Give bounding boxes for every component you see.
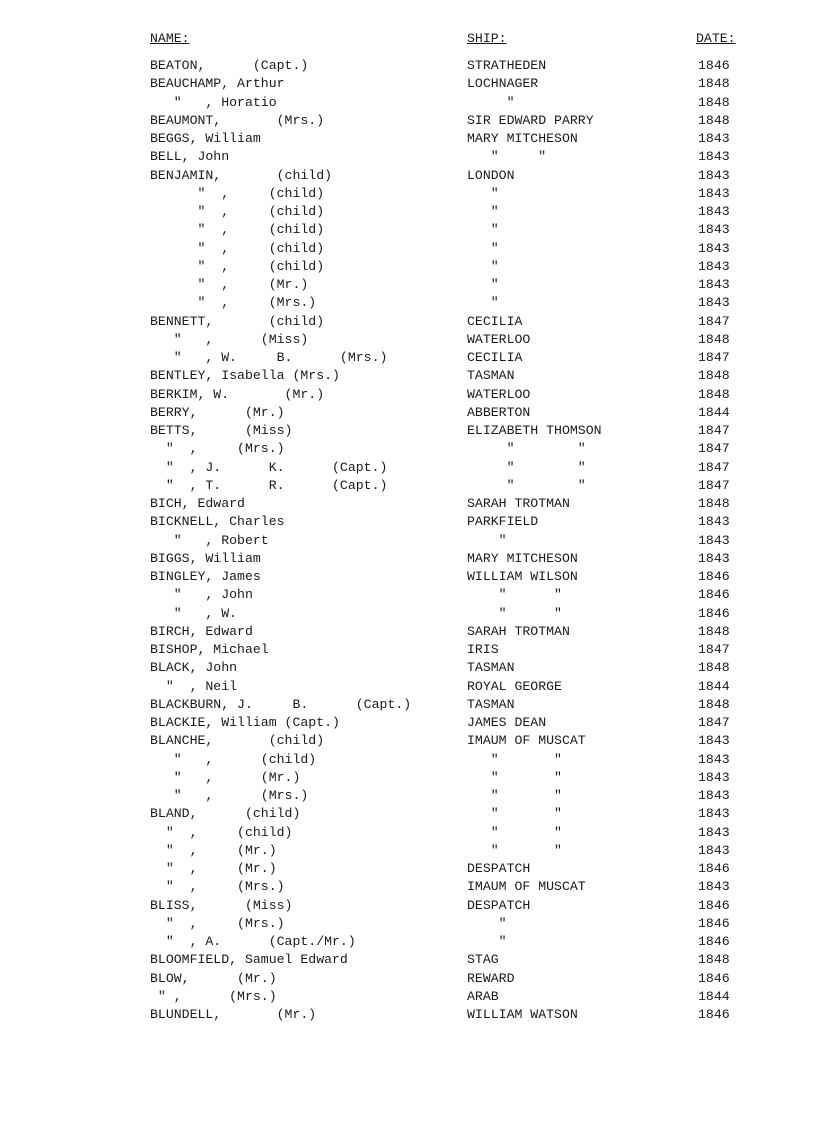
passenger-name: " , (Mr.) [150, 861, 277, 876]
passenger-row [0, 970, 816, 988]
arrival-date: 1846 [698, 605, 730, 621]
passenger-name: BLACK, John [150, 660, 238, 676]
arrival-date: 1848 [698, 952, 730, 968]
passenger-row [0, 933, 816, 951]
arrival-date: 1848 [698, 386, 730, 402]
passenger-row [0, 915, 816, 933]
passenger-name: BEGGS, William [150, 131, 261, 146]
passenger-row [0, 313, 816, 331]
passenger-row [0, 605, 816, 623]
arrival-date: 1847 [698, 715, 730, 730]
ship-name: DESPATCH [467, 861, 531, 876]
passenger-name: " , (child) [150, 240, 325, 256]
ship-name: STAG [467, 952, 499, 968]
arrival-date: 1843 [698, 295, 730, 311]
arrival-date: 1843 [698, 185, 730, 201]
passenger-name: BIRCH, Edward [150, 623, 253, 639]
ship-name: " " [467, 441, 586, 457]
passenger-name: BEAUCHAMP, Arthur [150, 76, 285, 92]
ship-name: SIR EDWARD PARRY [467, 112, 594, 128]
ship-name: " " [467, 788, 562, 803]
passenger-name: BEATON, (Capt.) [150, 58, 309, 73]
arrival-date: 1843 [698, 514, 730, 530]
passenger-name: BLOW, (Mr.) [150, 970, 277, 986]
arrival-date: 1846 [698, 58, 730, 73]
passenger-name: " , W. B. (Mrs.) [150, 350, 388, 365]
arrival-date: 1848 [698, 660, 730, 676]
passenger-row [0, 714, 816, 732]
passenger-row [0, 167, 816, 185]
passenger-name: BERKIM, W. (Mr.) [150, 386, 325, 402]
passenger-row [0, 94, 816, 112]
passenger-name: BEAUMONT, (Mrs.) [150, 112, 325, 128]
passenger-name: BICH, Edward [150, 496, 245, 511]
passenger-name: " , (child) [150, 258, 325, 274]
passenger-name: BINGLEY, James [150, 569, 261, 584]
arrival-date: 1847 [698, 313, 730, 329]
arrival-date: 1847 [698, 477, 730, 493]
passenger-row [0, 57, 816, 75]
arrival-date: 1848 [698, 76, 730, 92]
ship-name: " " [467, 806, 562, 822]
ship-name: " " [467, 769, 562, 785]
passenger-row [0, 659, 816, 677]
passenger-name: " , (child) [150, 222, 325, 238]
arrival-date: 1848 [698, 623, 730, 639]
passenger-row [0, 404, 816, 422]
passenger-row [0, 276, 816, 294]
passenger-name: " , (child) [150, 824, 293, 840]
arrival-date: 1846 [698, 861, 730, 876]
arrival-date: 1843 [698, 550, 730, 566]
passenger-row [0, 824, 816, 842]
passenger-row [0, 477, 816, 495]
passenger-row [0, 75, 816, 93]
arrival-date: 1848 [698, 112, 730, 128]
arrival-date: 1843 [698, 258, 730, 274]
ship-name: REWARD [467, 970, 515, 986]
passenger-name: BISHOP, Michael [150, 642, 269, 657]
passenger-row [0, 842, 816, 860]
arrival-date: 1848 [698, 368, 730, 384]
arrival-date: 1844 [698, 988, 730, 1004]
passenger-row [0, 988, 816, 1006]
ship-name: " [467, 185, 499, 201]
passenger-name: " , (Mrs.) [150, 988, 277, 1004]
arrival-date: 1846 [698, 897, 730, 913]
arrival-date: 1846 [698, 934, 730, 949]
ship-name: " [467, 258, 499, 274]
header-date: DATE: [696, 31, 736, 46]
ship-name: TASMAN [467, 368, 515, 384]
passenger-name: BELL, John [150, 149, 230, 165]
ship-name: " [467, 94, 515, 110]
ship-name: " [467, 295, 499, 311]
ship-name: MARY MITCHESON [467, 131, 578, 146]
passenger-name: " , (Mrs.) [150, 788, 309, 803]
arrival-date: 1844 [698, 678, 730, 694]
passenger-name: " , (Miss) [150, 331, 309, 347]
ship-name: " [467, 532, 507, 548]
passenger-row [0, 258, 816, 276]
arrival-date: 1843 [698, 788, 730, 803]
passenger-name: BLACKBURN, J. B. (Capt.) [150, 696, 412, 712]
passenger-name: " , W. [150, 605, 238, 621]
ship-name: " [467, 277, 499, 292]
ship-name: " " [467, 751, 562, 767]
arrival-date: 1844 [698, 404, 730, 420]
ship-name: WILLIAM WATSON [467, 1007, 578, 1022]
header-name: NAME: [150, 31, 190, 46]
arrival-date: 1843 [698, 769, 730, 785]
ship-name: ABBERTON [467, 404, 531, 420]
passenger-name: BLANCHE, (child) [150, 733, 325, 749]
passenger-name: BERRY, (Mr.) [150, 404, 285, 420]
arrival-date: 1846 [698, 587, 730, 603]
arrival-date: 1843 [698, 842, 730, 858]
passenger-name: " , (child) [150, 185, 325, 201]
ship-name: WILLIAM WILSON [467, 569, 578, 584]
passenger-row [0, 294, 816, 312]
arrival-date: 1848 [698, 331, 730, 347]
passenger-row [0, 678, 816, 696]
ship-name: IMAUM OF MUSCAT [467, 879, 586, 895]
arrival-date: 1847 [698, 423, 730, 438]
passenger-row [0, 1006, 816, 1024]
passenger-name: BLISS, (Miss) [150, 897, 293, 913]
arrival-date: 1843 [698, 149, 730, 165]
passenger-row [0, 787, 816, 805]
passenger-row [0, 112, 816, 130]
arrival-date: 1843 [698, 806, 730, 822]
passenger-row [0, 641, 816, 659]
passenger-name: " , T. R. (Capt.) [150, 477, 388, 493]
ship-name: " [467, 240, 499, 256]
ship-name: IRIS [467, 642, 499, 657]
passenger-row [0, 422, 816, 440]
ship-name: SARAH TROTMAN [467, 623, 570, 639]
passenger-row [0, 203, 816, 221]
ship-name: " [467, 204, 499, 219]
passenger-row [0, 367, 816, 385]
passenger-name: " , (Mr.) [150, 277, 309, 292]
arrival-date: 1843 [698, 222, 730, 238]
passenger-row [0, 751, 816, 769]
passenger-list [0, 57, 816, 1024]
arrival-date: 1843 [698, 131, 730, 146]
ship-name: CECILIA [467, 350, 523, 365]
ship-name: " " [467, 477, 586, 493]
passenger-row [0, 130, 816, 148]
ship-name: ELIZABETH THOMSON [467, 423, 602, 438]
passenger-row [0, 386, 816, 404]
arrival-date: 1843 [698, 733, 730, 749]
passenger-name: " , A. (Capt./Mr.) [150, 934, 356, 949]
passenger-name: " , (child) [150, 204, 325, 219]
ship-name: " [467, 934, 507, 949]
passenger-name: BLAND, (child) [150, 806, 301, 822]
passenger-row [0, 532, 816, 550]
ship-name: JAMES DEAN [467, 715, 547, 730]
passenger-name: " , (Mrs.) [150, 295, 317, 311]
header-ship: SHIP: [467, 31, 507, 46]
passenger-name: BENNETT, (child) [150, 313, 325, 329]
ship-name: WATERLOO [467, 331, 531, 347]
ship-name: ROYAL GEORGE [467, 678, 562, 694]
passenger-row [0, 440, 816, 458]
passenger-name: BLOOMFIELD, Samuel Edward [150, 952, 348, 968]
arrival-date: 1846 [698, 1007, 730, 1022]
ship-name: LONDON [467, 167, 515, 183]
passenger-name: " , (Mr.) [150, 769, 301, 785]
passenger-name: BLACKIE, William (Capt.) [150, 715, 340, 730]
arrival-date: 1843 [698, 204, 730, 219]
arrival-date: 1846 [698, 569, 730, 584]
passenger-row [0, 459, 816, 477]
passenger-row [0, 878, 816, 896]
passenger-row [0, 623, 816, 641]
passenger-name: BLUNDELL, (Mr.) [150, 1007, 317, 1022]
passenger-name: BENJAMIN, (child) [150, 167, 333, 183]
passenger-row [0, 860, 816, 878]
arrival-date: 1843 [698, 879, 730, 895]
arrival-date: 1846 [698, 970, 730, 986]
passenger-row [0, 331, 816, 349]
arrival-date: 1846 [698, 915, 730, 931]
passenger-name: " , Horatio [150, 94, 277, 110]
passenger-row [0, 769, 816, 787]
ship-name: WATERLOO [467, 386, 531, 402]
passenger-row [0, 185, 816, 203]
passenger-name: " , Robert [150, 532, 269, 548]
passenger-name: " , (Mr.) [150, 842, 277, 858]
arrival-date: 1847 [698, 642, 730, 657]
passenger-row [0, 586, 816, 604]
passenger-row [0, 897, 816, 915]
passenger-name: BICKNELL, Charles [150, 514, 285, 530]
ship-name: " " [467, 842, 562, 858]
arrival-date: 1848 [698, 94, 730, 110]
ship-name: ARAB [467, 988, 499, 1004]
passenger-row [0, 349, 816, 367]
passenger-name: BENTLEY, Isabella (Mrs.) [150, 368, 340, 384]
ship-name: " [467, 915, 507, 931]
passenger-row [0, 732, 816, 750]
passenger-row [0, 495, 816, 513]
passenger-name: " , (Mrs.) [150, 441, 285, 457]
arrival-date: 1848 [698, 496, 730, 511]
arrival-date: 1843 [698, 277, 730, 292]
ship-name: STRATHEDEN [467, 58, 547, 73]
arrival-date: 1847 [698, 350, 730, 365]
arrival-date: 1843 [698, 167, 730, 183]
ship-name: MARY MITCHESON [467, 550, 578, 566]
passenger-name: " , (Mrs.) [150, 915, 285, 931]
ship-name: " " [467, 459, 586, 475]
passenger-row [0, 513, 816, 531]
passenger-row [0, 221, 816, 239]
arrival-date: 1847 [698, 459, 730, 475]
passenger-name: " , Neil [150, 678, 238, 694]
passenger-row [0, 805, 816, 823]
ship-name: CECILIA [467, 313, 523, 329]
ship-name: DESPATCH [467, 897, 531, 913]
passenger-row [0, 240, 816, 258]
arrival-date: 1843 [698, 824, 730, 840]
arrival-date: 1848 [698, 696, 730, 712]
ship-name: " " [467, 149, 547, 165]
passenger-row [0, 568, 816, 586]
ship-name: IMAUM OF MUSCAT [467, 733, 586, 749]
ship-name: " [467, 222, 499, 238]
passenger-row [0, 696, 816, 714]
passenger-name: " , (Mrs.) [150, 879, 285, 895]
passenger-row [0, 951, 816, 969]
passenger-row [0, 148, 816, 166]
ship-name: " " [467, 587, 562, 603]
ship-name: LOCHNAGER [467, 76, 539, 92]
passenger-row [0, 550, 816, 568]
passenger-name: BETTS, (Miss) [150, 423, 293, 438]
ship-name: " " [467, 824, 562, 840]
ship-name: SARAH TROTMAN [467, 496, 570, 511]
arrival-date: 1847 [698, 441, 730, 457]
ship-name: TASMAN [467, 660, 515, 676]
passenger-name: " , J. K. (Capt.) [150, 459, 388, 475]
ship-name: " " [467, 605, 562, 621]
ship-name: PARKFIELD [467, 514, 539, 530]
passenger-name: " , (child) [150, 751, 317, 767]
arrival-date: 1843 [698, 751, 730, 767]
passenger-name: " , John [150, 587, 253, 603]
ship-name: TASMAN [467, 696, 515, 712]
arrival-date: 1843 [698, 532, 730, 548]
passenger-name: BIGGS, William [150, 550, 261, 566]
arrival-date: 1843 [698, 240, 730, 256]
